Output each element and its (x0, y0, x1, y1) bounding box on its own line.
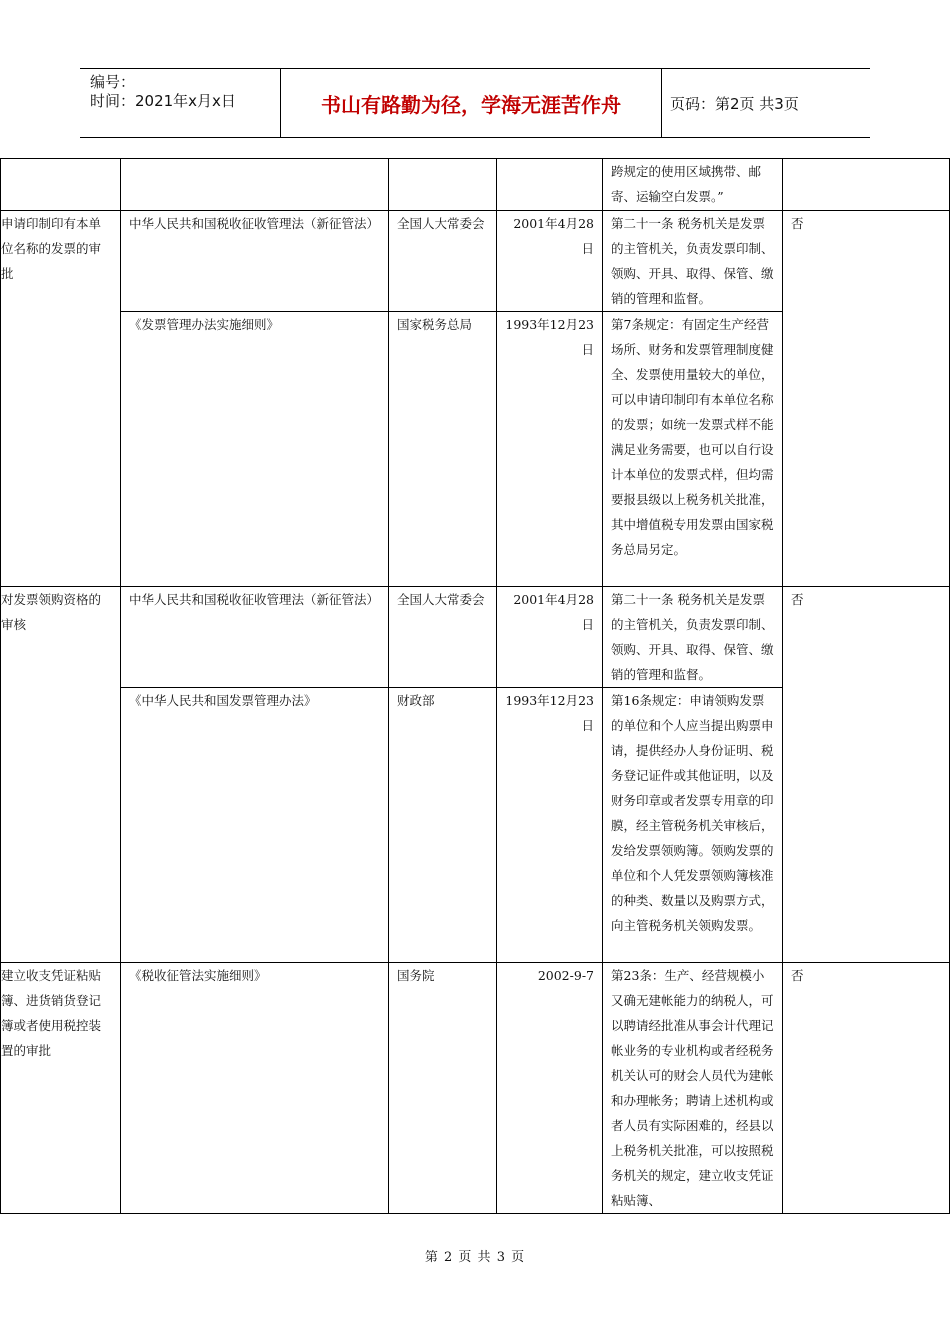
provision-cell: 第二十一条 税务机关是发票的主管机关，负责发票印制、领购、开具、取得、保管、缴销的管理和监督。 (603, 211, 783, 312)
provision-cell: 第二十一条 税务机关是发票的主管机关，负责发票印制、领购、开具、取得、保管、缴销的管理和监督。 (603, 587, 783, 688)
table-row (1, 963, 950, 1214)
flag-cell (783, 159, 950, 211)
law-cell: 《中华人民共和国发票管理办法》 (121, 688, 389, 963)
org-cell: 国务院 (389, 963, 497, 1214)
header-motto: 书山有路勤为径，学海无涯苦作舟 (281, 69, 662, 137)
regulation-table (0, 158, 950, 1214)
law-cell: 《发票管理办法实施细则》 (121, 312, 389, 587)
header-info (80, 69, 281, 137)
page-header (80, 68, 870, 138)
document-time-label: 时间：2021年x月x日 (90, 92, 236, 110)
org-cell: 全国人大常委会 (389, 211, 497, 312)
item-cell (1, 159, 121, 211)
org-cell: 财政部 (389, 688, 497, 963)
date-cell: 2001年4月28日 (497, 211, 603, 312)
provision-cell: 第23条：生产、经营规模小又确无建帐能力的纳税人，可以聘请经批准从事会计代理记帐业务的专业机构或者经税务机关认可的财会人员代为建帐和办理帐务；聘请上述机构或者人员有实际困难的，经县以上税务机关批准，可以按照税务机关的规定，建立收支凭证粘贴簿、 (603, 963, 783, 1214)
page-footer: 第 2 页 共 3 页 (424, 1250, 526, 1265)
org-cell: 全国人大常委会 (389, 587, 497, 688)
flag-cell: 否 (783, 587, 950, 963)
law-cell (121, 159, 389, 211)
law-cell: 中华人民共和国税收征收管理法（新征管法） (121, 587, 389, 688)
date-cell (497, 159, 603, 211)
flag-cell: 否 (783, 963, 950, 1214)
provision-cell: 第7条规定：有固定生产经营场所、财务和发票管理制度健全、发票使用量较大的单位，可以申请印制印有本单位名称的发票；如统一发票式样不能满足业务需要，也可以自行设计本单位的发票式样，但均需要报县级以上税务机关批准，其中增值税专用发票由国家税务总局另定。 (603, 312, 783, 587)
item-cell: 申请印制印有本单位名称的发票的审批 (1, 211, 121, 587)
date-cell: 1993年12月23日 (497, 688, 603, 963)
item-cell: 建立收支凭证粘贴簿、进货销货登记簿或者使用税控装置的审批 (1, 963, 121, 1214)
provision-cell: 第16条规定：申请领购发票的单位和个人应当提出购票申请，提供经办人身份证明、税务登记证件或其他证明，以及财务印章或者发票专用章的印膜，经主管税务机关审核后，发给发票领购簿。领购发票的单位和个人凭发票领购簿核准的种类、数量以及购票方式，向主管税务机关领购发票。 (603, 688, 783, 963)
header-page-number: 页码：第2页 共3页 (670, 94, 799, 113)
table-row (1, 211, 950, 312)
org-cell: 国家税务总局 (389, 312, 497, 587)
table-row (1, 587, 950, 688)
org-cell (389, 159, 497, 211)
law-cell: 中华人民共和国税收征收管理法（新征管法） (121, 211, 389, 312)
item-cell: 对发票领购资格的审核 (1, 587, 121, 963)
document-number-label: 编号： (90, 73, 136, 91)
flag-cell: 否 (783, 211, 950, 587)
provision-cell: 跨规定的使用区域携带、邮寄、运输空白发票。” (603, 159, 783, 211)
date-cell: 1993年12月23日 (497, 312, 603, 587)
law-cell: 《税收征管法实施细则》 (121, 963, 389, 1214)
date-cell: 2001年4月28日 (497, 587, 603, 688)
date-cell: 2002-9-7 (497, 963, 603, 1214)
table-row (1, 159, 950, 211)
